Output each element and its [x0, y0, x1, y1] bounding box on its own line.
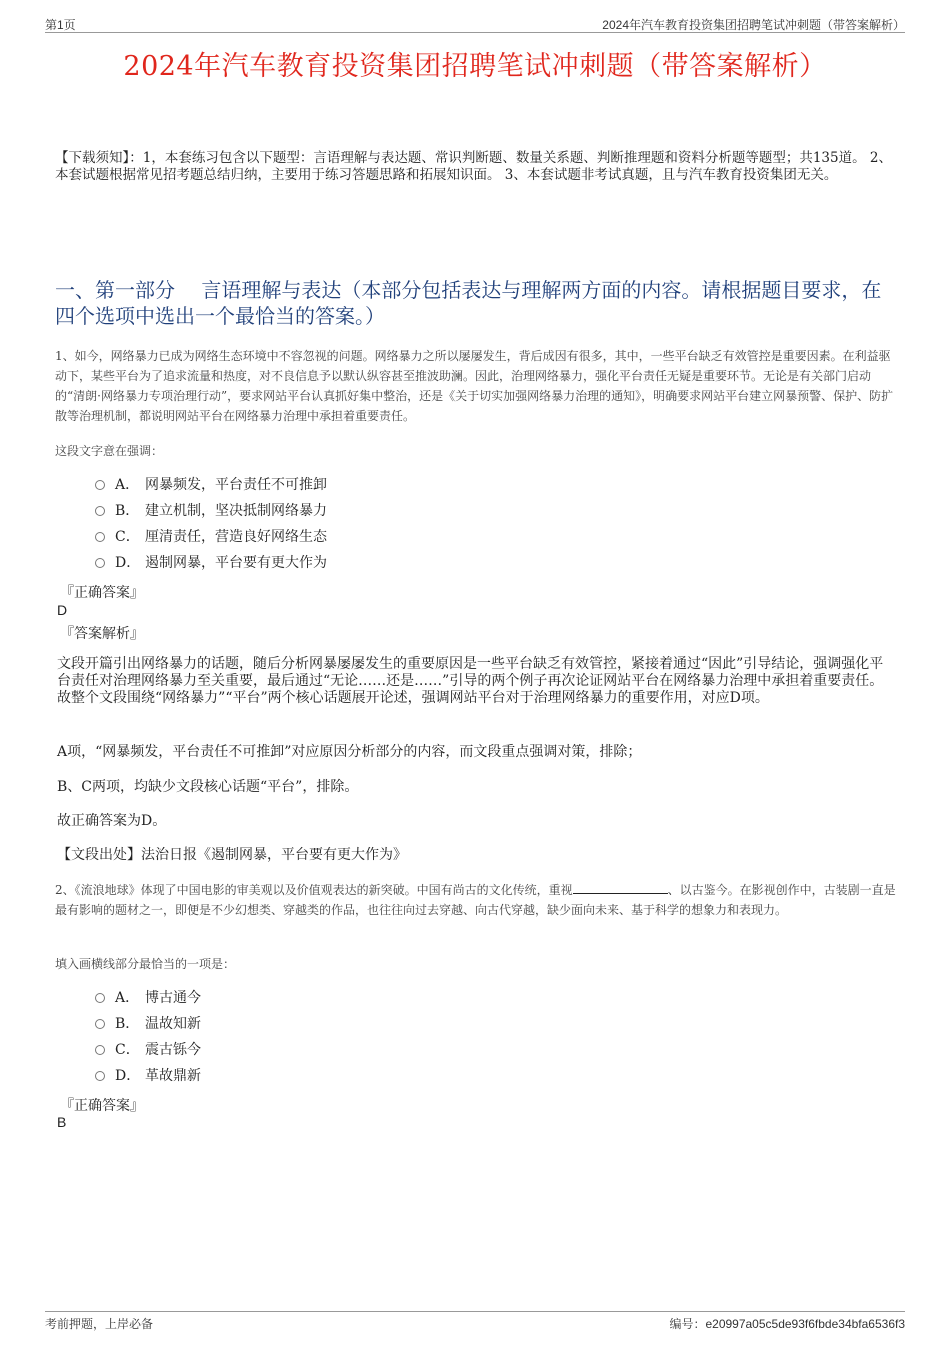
- question-2-option-b[interactable]: B． 温故知新: [95, 1014, 201, 1034]
- section-heading: 一、第一部分 言语理解与表达（本部分包括表达与理解两方面的内容。请根据题目要求，在四个选项中选出一个最恰当的答案。）: [55, 278, 882, 328]
- radio-icon[interactable]: [95, 532, 105, 542]
- download-notice: 【下载须知】：1，本套练习包含以下题型：言语理解与表达题、常识判断题、数量关系题、判断推理题和资料分析题等题型；共135道。 2、本套试题根据常见招考题总结归纳，主要用于练习答题思路和拓展知识面。 3、本套试题非考试真题，且与汽车教育投资集团无关。: [55, 150, 892, 183]
- question-1-option-d[interactable]: D． 遏制网暴，平台要有更大作为: [95, 553, 327, 573]
- question-1-source: 【文段出处】法治日报《遏制网暴，平台要有更大作为》: [57, 847, 407, 863]
- question-1-option-b[interactable]: B． 建立机制，坚决抵制网络暴力: [95, 501, 327, 521]
- question-1-analysis-label: 『答案解析』: [60, 626, 144, 642]
- question-2-option-c[interactable]: C． 震古铄今: [95, 1040, 201, 1060]
- question-1-option-a[interactable]: A． 网暴频发，平台责任不可推卸: [95, 475, 327, 495]
- radio-icon[interactable]: [95, 1019, 105, 1029]
- question-1-analysis-option-a: A项，“网暴频发，平台责任不可推卸”对应原因分析部分的内容，而文段重点强调对策，排除；: [57, 744, 642, 760]
- radio-icon[interactable]: [95, 558, 105, 568]
- question-2-answer: B: [57, 1114, 67, 1130]
- page-number: 第1页: [45, 18, 76, 32]
- document-code: 编号：e20997a05c5de93f6fbde34bfa6536f3: [669, 1317, 905, 1331]
- question-1-analysis-paragraph: 文段开篇引出网络暴力的话题，随后分析网暴屡屡发生的重要原因是一些平台缺乏有效管控，紧接着通过“因此”引导结论，强调强化平台责任对治理网络暴力至关重要，最后通过“无论……还是……”引导的两个例子再次论证网站平台在网络暴力治理中承担着重要责任。故整个文段围绕“网络暴力”“平台”两个核心话题展开论述，强调网站平台对于治理网络暴力的重要作用，对应D项。: [57, 656, 884, 706]
- fill-blank: [573, 881, 668, 894]
- question-2-stem: 2、《流浪地球》体现了中国电影的审美观以及价值观表达的新突破。中国有尚古的文化传统，重视 、以古鉴今。在影视创作中，古装剧一直是最有影响的题材之一，即便是不少幻想类、穿越类的作品，也往往向过去穿越、向古代穿越，缺少面向未来、基于科学的想象力和表现力。: [55, 883, 896, 917]
- header-doc-title: 2024年汽车教育投资集团招聘笔试冲刺题（带答案解析）: [602, 18, 905, 32]
- question-2-option-a[interactable]: A． 博古通今: [95, 988, 201, 1008]
- radio-icon[interactable]: [95, 1045, 105, 1055]
- footer-slogan: 考前押题，上岸必备: [45, 1317, 154, 1331]
- radio-icon[interactable]: [95, 1071, 105, 1081]
- question-1-stem: 1、如今，网络暴力已成为网络生态环境中不容忽视的问题。网络暴力之所以屡屡发生，背后成因有很多，其中，一些平台缺乏有效管控是重要因素。在利益驱动下，某些平台为了追求流量和热度，对不良信息予以默认纵容甚至推波助澜。因此，治理网络暴力，强化平台责任无疑是重要环节。无论是有关部门启动的“清朗·网络暴力专项治理行动”，要求网站平台认真抓好集中整治，还是《关于切实加强网络暴力治理的通知》，明确要求网站平台建立网暴预警、保护、防扩散等治理机制，都说明网站平台在网络暴力治理中承担着重要责任。: [55, 349, 894, 423]
- question-2-answer-label: 『正确答案』: [60, 1098, 144, 1114]
- page-footer: [45, 1311, 905, 1332]
- radio-icon[interactable]: [95, 993, 105, 1003]
- radio-icon[interactable]: [95, 506, 105, 516]
- question-1-option-c[interactable]: C． 厘清责任，营造良好网络生态: [95, 527, 327, 547]
- page-header: [45, 14, 905, 33]
- question-2-prompt: 填入画横线部分最恰当的一项是：: [55, 957, 236, 971]
- page-title: 2024年汽车教育投资集团招聘笔试冲刺题（带答案解析）: [123, 51, 827, 82]
- question-1-answer-label: 『正确答案』: [60, 585, 144, 601]
- question-1-answer: D: [57, 602, 68, 618]
- question-1-analysis-conclusion: 故正确答案为D。: [57, 813, 167, 829]
- question-1-analysis-options-bc: B、C两项，均缺少文段核心话题“平台”，排除。: [57, 779, 359, 795]
- question-1-prompt: 这段文字意在强调：: [55, 444, 164, 458]
- radio-icon[interactable]: [95, 480, 105, 490]
- question-2-option-d[interactable]: D． 革故鼎新: [95, 1066, 201, 1086]
